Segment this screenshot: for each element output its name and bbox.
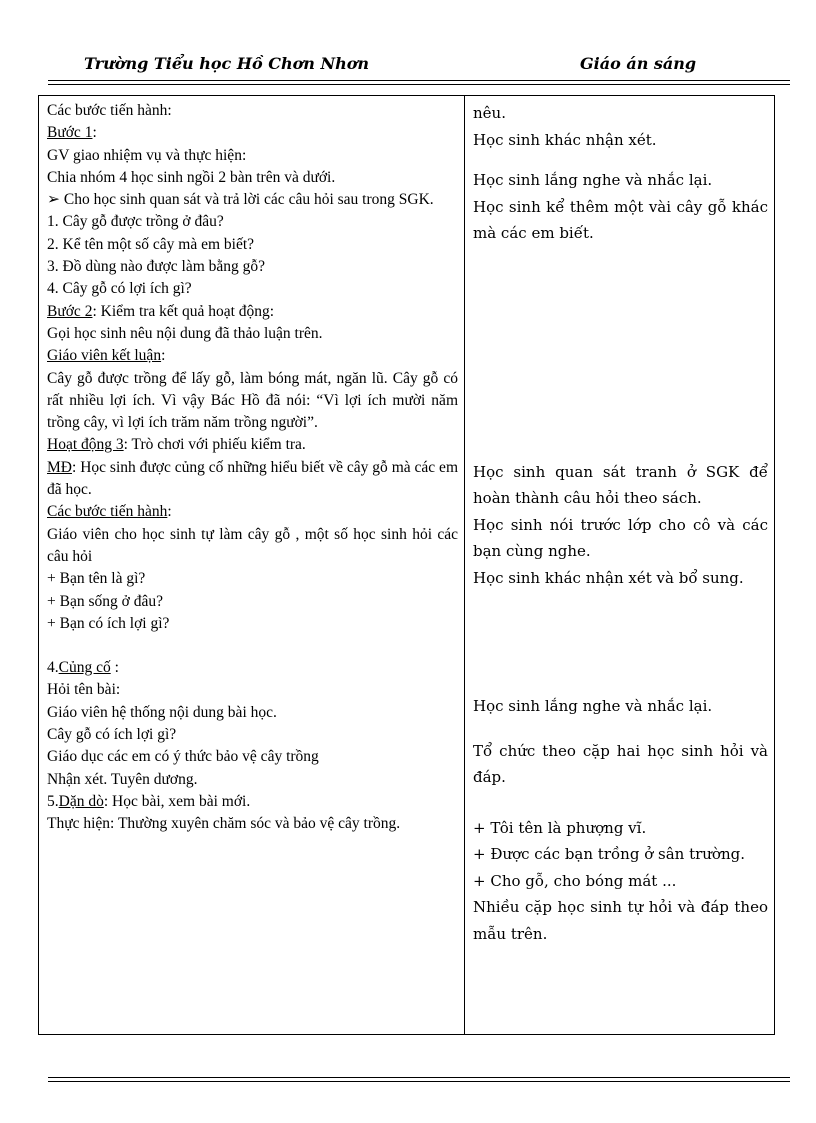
text-line: Học sinh nói trước lớp cho cô và các bạn cùng nghe. [473,515,768,560]
steps-heading-2: Các bước tiến hành: [47,503,172,521]
page-header [48,52,790,80]
text-line: Cây gỗ có ích lợi gì? [47,726,177,744]
objective-text: MĐ: Học sinh được củng cố những hiểu biết về cây gỗ mà các em đã học. [47,458,458,499]
steps-heading: Các bước tiến hành: [47,102,172,119]
step-1-heading: Bước 1: [47,124,97,142]
text-line: Chia nhóm 4 học sinh ngồi 2 bàn trên và dưới. [47,168,336,186]
question-item: 1. Cây gỗ được trồng ở đâu? [47,213,224,231]
conclusion-text: Cây gỗ được trồng để lấy gỗ, làm bóng mát, ngăn lũ. Cây gỗ có rất nhiều lợi ích. Vì vậy Bác Hồ đã nói: “Vì lợi ích mười năm trồng cây, vì lợi ích trăm năm trồng người”. [47,369,458,432]
question-item: 3. Đồ dùng nào được làm bằng gỗ? [47,258,266,276]
prompt-item: + Bạn có ích lợi gì? [47,614,170,632]
text-line: Giáo viên hệ thống nội dung bài học. [47,703,277,721]
text-line: Nhận xét. Tuyên dương. [47,770,198,788]
text-line: nêu. [473,104,506,122]
document-type: Giáo án sáng [580,54,697,73]
text-line: Tổ chức theo cặp hai học sinh hỏi và đáp. [473,741,768,786]
question-item: 2. Kể tên một số cây mà em biết? [47,235,255,253]
answer-item: + Cho gỗ, cho bóng mát ... [473,871,677,890]
prompt-item: + Bạn sống ở đâu? [47,592,163,610]
text-line: Học sinh khác nhận xét. [473,130,657,149]
text-line: Thực hiện: Thường xuyên chăm sóc và bảo vệ cây trồng. [47,815,401,833]
text-line: Học sinh lắng nghe và nhắc lại. [473,171,713,189]
conclusion-heading: Giáo viên kết luận: [47,347,166,365]
text-line: Học sinh khác nhận xét và bổ sung. [473,568,744,587]
answer-item: + Được các bạn trồng ở sân trường. [473,845,745,863]
consolidation-heading: 4.Củng cố : [47,659,119,677]
text-line: Học sinh lắng nghe và nhắc lại. [473,697,713,715]
answer-item: + Tôi tên là phượng vĩ. [473,818,647,837]
footer-divider [48,1077,790,1082]
teacher-activities-column [39,96,465,1035]
text-line: Giáo viên cho học sinh tự làm cây gỗ , một số học sinh hỏi các câu hỏi [47,525,458,565]
text-line: Hỏi tên bài: [47,681,121,699]
header-divider [48,80,790,85]
homework-heading: 5.Dặn dò: Học bài, xem bài mới. [47,792,251,810]
activity-3-heading: Hoạt động 3: Trò chơi với phiếu kiểm tra. [47,436,306,454]
text-line: Học sinh quan sát tranh ở SGK để hoàn thành câu hỏi theo sách. [473,462,768,507]
school-name: Trường Tiểu học Hồ Chơn Nhơn [84,54,370,73]
text-line: GV giao nhiệm vụ và thực hiện: [47,146,247,164]
text-line: ➢ Cho học sinh quan sát và trả lời các câu hỏi sau trong SGK. [47,191,434,209]
question-item: 4. Cây gỗ có lợi ích gì? [47,280,192,298]
prompt-item: + Bạn tên là gì? [47,570,146,588]
step-2-heading: Bước 2: Kiểm tra kết quả hoạt động: [47,302,275,320]
text-line: Học sinh kể thêm một vài cây gỗ khác mà các em biết. [473,197,768,242]
student-activities-column [465,96,775,1035]
text-line: Giáo dục các em có ý thức bảo vệ cây trồng [47,748,319,766]
text-line: Nhiều cặp học sinh tự hỏi và đáp theo mẫu trên. [473,898,768,943]
lesson-table [38,95,775,1035]
text-line: Gọi học sinh nêu nội dung đã thảo luận trên. [47,324,323,342]
